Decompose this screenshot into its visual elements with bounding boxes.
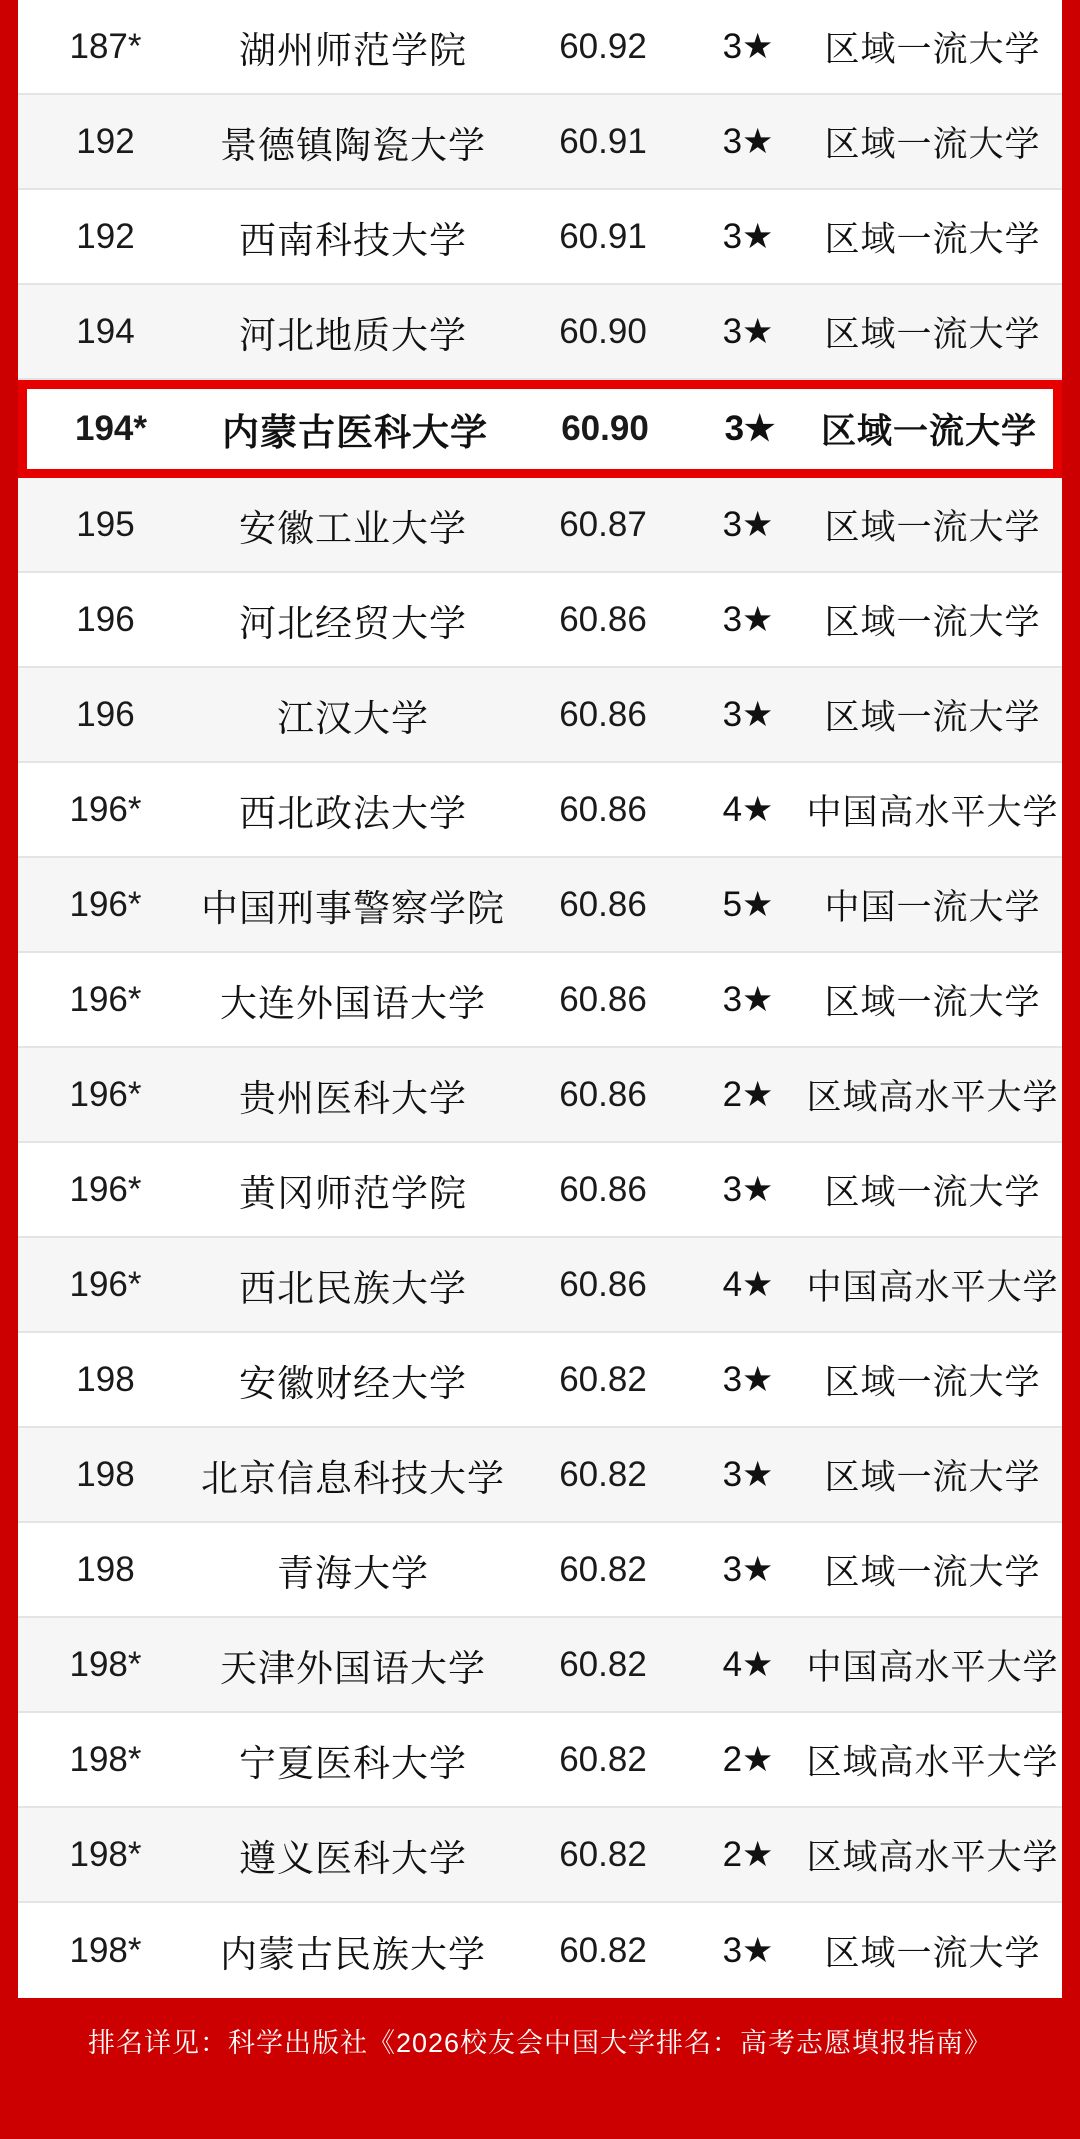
cell-university-name: 中国刑事警察学院 (201, 887, 505, 929)
table-row (18, 285, 1062, 380)
cell-rank: 196* (69, 1074, 142, 1114)
cell-university-name: 青海大学 (277, 1552, 429, 1594)
cell-university-name: 贵州医科大学 (239, 1077, 467, 1119)
table-row (18, 1048, 1062, 1143)
cell-star-rating: 4★ (722, 1264, 774, 1304)
cell-score: 60.86 (559, 694, 647, 734)
cell-star-rating: 5★ (722, 884, 774, 924)
cell-rank: 192 (76, 216, 135, 256)
cell-score: 60.91 (559, 121, 647, 161)
cell-level: 区域一流大学 (824, 1933, 1041, 1973)
cell-rank: 198* (69, 1739, 142, 1779)
cell-star-rating: 2★ (722, 1739, 774, 1779)
cell-score: 60.92 (559, 26, 647, 66)
cell-level: 区域高水平大学 (806, 1077, 1059, 1117)
cell-score: 60.86 (559, 789, 647, 829)
table-row (18, 1143, 1062, 1238)
cell-level: 区域高水平大学 (806, 1837, 1059, 1877)
cell-rank: 196* (69, 789, 142, 829)
cell-level: 区域一流大学 (824, 1362, 1041, 1402)
cell-level: 区域一流大学 (824, 314, 1041, 354)
cell-score: 60.90 (561, 409, 649, 448)
cell-university-name: 湖州师范学院 (239, 29, 467, 71)
cell-level: 中国高水平大学 (806, 792, 1059, 832)
cell-star-rating: 3★ (722, 26, 774, 66)
cell-star-rating: 3★ (722, 979, 774, 1019)
cell-level: 区域一流大学 (824, 1457, 1041, 1497)
cell-university-name: 江汉大学 (277, 697, 429, 739)
cell-rank: 196 (76, 694, 135, 734)
table-row (18, 573, 1062, 668)
table-row (18, 1428, 1062, 1523)
cell-star-rating: 3★ (722, 599, 774, 639)
cell-score: 60.82 (559, 1644, 647, 1684)
cell-level: 区域高水平大学 (806, 1742, 1059, 1782)
cell-star-rating: 3★ (722, 216, 774, 256)
cell-university-name: 西北民族大学 (239, 1267, 467, 1309)
cell-star-rating: 3★ (722, 694, 774, 734)
cell-rank: 196* (69, 1264, 142, 1304)
cell-star-rating: 3★ (722, 1454, 774, 1494)
cell-level: 区域一流大学 (824, 507, 1041, 547)
cell-level: 区域一流大学 (820, 412, 1037, 451)
cell-score: 60.82 (559, 1834, 647, 1874)
cell-score: 60.86 (559, 1264, 647, 1304)
cell-rank: 196* (69, 884, 142, 924)
cell-university-name: 安徽财经大学 (239, 1362, 467, 1404)
cell-score: 60.87 (559, 504, 647, 544)
cell-level: 区域一流大学 (824, 1172, 1041, 1212)
cell-university-name: 天津外国语大学 (220, 1647, 486, 1689)
table-row (18, 1713, 1062, 1808)
cell-score: 60.90 (559, 311, 647, 351)
table-row (18, 95, 1062, 190)
cell-level: 区域一流大学 (824, 219, 1041, 259)
table-row (18, 858, 1062, 953)
table-row (18, 763, 1062, 858)
cell-level: 区域一流大学 (824, 124, 1041, 164)
cell-star-rating: 3★ (724, 409, 776, 448)
cell-star-rating: 2★ (722, 1834, 774, 1874)
cell-level: 中国高水平大学 (806, 1267, 1059, 1307)
cell-rank: 195 (76, 504, 135, 544)
table-row (18, 478, 1062, 573)
cell-university-name: 内蒙古医科大学 (222, 412, 488, 453)
table-row (18, 1333, 1062, 1428)
cell-university-name: 内蒙古民族大学 (220, 1933, 486, 1975)
cell-university-name: 景德镇陶瓷大学 (220, 124, 486, 166)
cell-university-name: 黄冈师范学院 (239, 1172, 467, 1214)
cell-star-rating: 4★ (722, 1644, 774, 1684)
cell-university-name: 河北经贸大学 (239, 602, 467, 644)
cell-level: 区域一流大学 (824, 29, 1041, 69)
cell-rank: 194 (76, 311, 135, 351)
table-row (18, 1618, 1062, 1713)
cell-score: 60.86 (559, 979, 647, 1019)
table-row (18, 0, 1062, 95)
cell-university-name: 北京信息科技大学 (201, 1457, 505, 1499)
table-row (18, 668, 1062, 763)
cell-rank: 198 (76, 1549, 135, 1589)
cell-score: 60.86 (559, 599, 647, 639)
cell-rank: 196* (69, 1169, 142, 1209)
cell-university-name: 安徽工业大学 (239, 507, 467, 549)
table-row (18, 1523, 1062, 1618)
cell-score: 60.82 (559, 1739, 647, 1779)
cell-university-name: 遵义医科大学 (239, 1837, 467, 1879)
cell-score: 60.82 (559, 1454, 647, 1494)
cell-star-rating: 3★ (722, 1169, 774, 1209)
cell-university-name: 宁夏医科大学 (239, 1742, 467, 1784)
cell-star-rating: 2★ (722, 1074, 774, 1114)
cell-rank: 192 (76, 121, 135, 161)
table-row (18, 190, 1062, 285)
footer-note: 排名详见：科学出版社《2026校友会中国大学排名：高考志愿填报指南》 (87, 2028, 993, 2058)
cell-score: 60.86 (559, 1169, 647, 1209)
cell-star-rating: 3★ (722, 1359, 774, 1399)
cell-rank: 196 (76, 599, 135, 639)
cell-rank: 194* (74, 409, 148, 448)
cell-rank: 198 (76, 1454, 135, 1494)
cell-university-name: 西南科技大学 (239, 219, 467, 261)
cell-level: 区域一流大学 (824, 982, 1041, 1022)
cell-score: 60.82 (559, 1549, 647, 1589)
cell-star-rating: 3★ (722, 1930, 774, 1970)
cell-rank: 196* (69, 979, 142, 1019)
cell-score: 60.91 (559, 216, 647, 256)
table-row (18, 953, 1062, 1048)
cell-star-rating: 3★ (722, 504, 774, 544)
ranking-table (18, 0, 1062, 1998)
cell-rank: 198 (76, 1359, 135, 1399)
cell-rank: 198* (69, 1834, 142, 1874)
table-row-highlighted (18, 380, 1062, 478)
cell-star-rating: 4★ (722, 789, 774, 829)
cell-star-rating: 3★ (722, 121, 774, 161)
cell-university-name: 大连外国语大学 (220, 982, 486, 1024)
cell-level: 中国高水平大学 (806, 1647, 1059, 1687)
cell-level: 区域一流大学 (824, 1552, 1041, 1592)
cell-score: 60.82 (559, 1930, 647, 1970)
cell-star-rating: 3★ (722, 311, 774, 351)
cell-level: 区域一流大学 (824, 697, 1041, 737)
cell-score: 60.86 (559, 884, 647, 924)
cell-rank: 187* (69, 26, 142, 66)
cell-score: 60.86 (559, 1074, 647, 1114)
cell-star-rating: 3★ (722, 1549, 774, 1589)
cell-score: 60.82 (559, 1359, 647, 1399)
cell-rank: 198* (69, 1644, 142, 1684)
cell-university-name: 河北地质大学 (239, 314, 467, 356)
table-row (18, 1238, 1062, 1333)
cell-level: 区域一流大学 (824, 602, 1041, 642)
table-row (18, 1903, 1062, 1998)
table-row (18, 1808, 1062, 1903)
cell-level: 中国一流大学 (824, 887, 1041, 927)
cell-rank: 198* (69, 1930, 142, 1970)
cell-university-name: 西北政法大学 (239, 792, 467, 834)
